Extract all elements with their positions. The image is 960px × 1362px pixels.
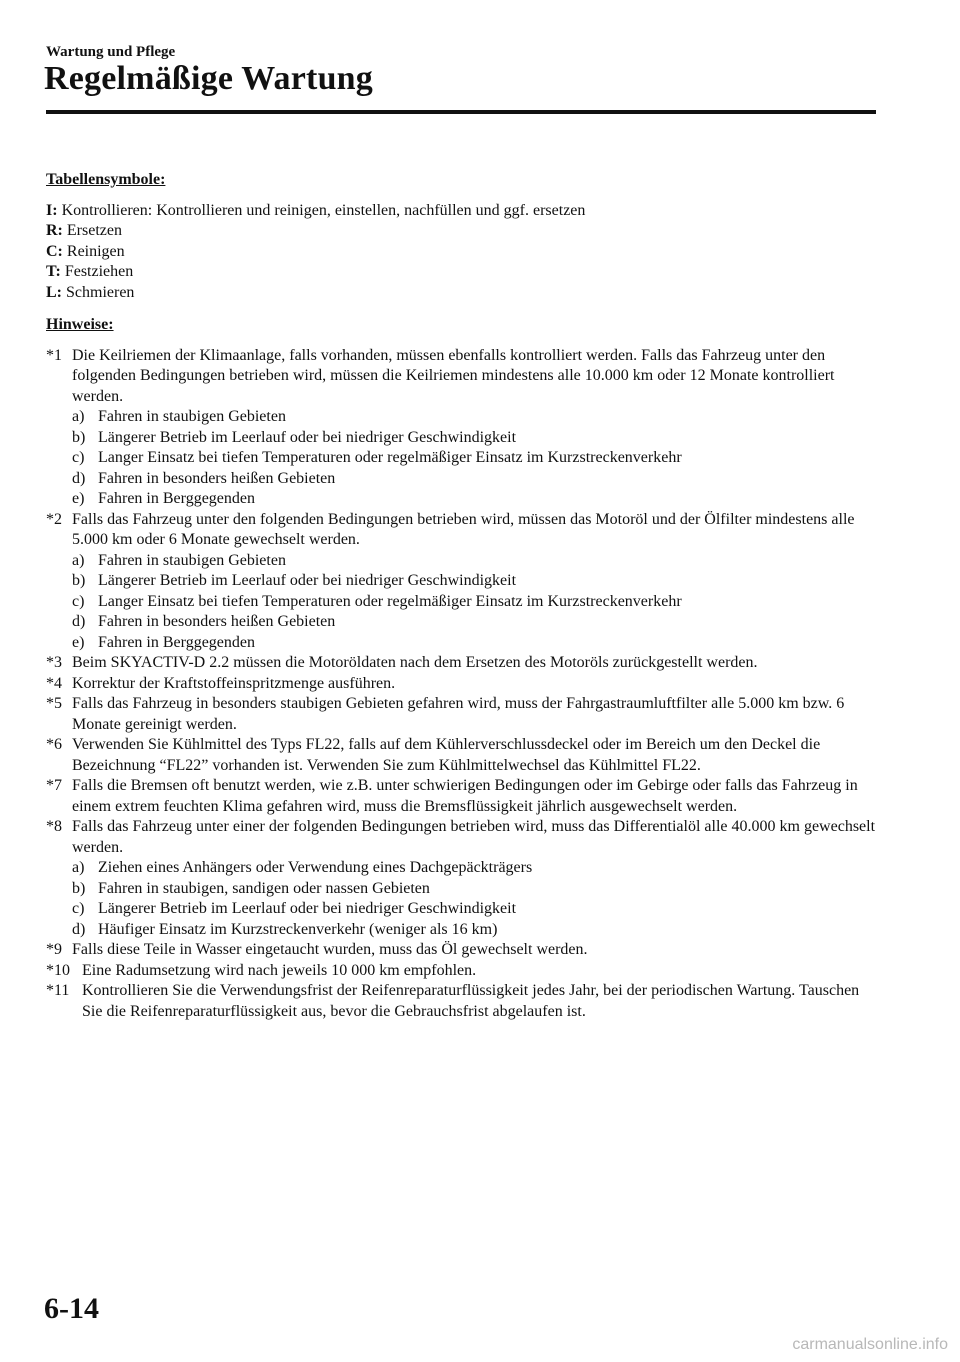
note-text: Beim SKYACTIV-D 2.2 müssen die Motoröldaten nach dem Ersetzen des Motoröls zurückgestellt werden. [72, 654, 758, 671]
note-item [46, 653, 876, 674]
sub-letter: e) [72, 490, 85, 507]
sub-text: Häufiger Einsatz im Kurzstreckenverkehr (weniger als 16 km) [98, 920, 498, 938]
note-sub-item [72, 592, 876, 613]
note-text: Eine Radumsetzung wird nach jeweils 10 000 km empfohlen. [82, 961, 477, 979]
note-item [46, 940, 876, 961]
sub-text: Langer Einsatz bei tiefen Temperaturen oder regelmäßiger Einsatz im Kurzstreckenverkehr [98, 449, 682, 466]
sub-text: Längerer Betrieb im Leerlauf oder bei niedriger Geschwindigkeit [98, 572, 517, 589]
sub-text: Fahren in Berggegenden [98, 633, 255, 651]
sub-letter: d) [72, 920, 86, 938]
sub-text: Längerer Betrieb im Leerlauf oder bei niedriger Geschwindigkeit [98, 428, 517, 446]
note-sub-list [72, 551, 876, 654]
note-item [46, 694, 876, 735]
note-number: *11 [46, 982, 70, 999]
sub-letter: a) [72, 551, 85, 569]
symbol-key: T: [46, 263, 61, 280]
note-sub-item [72, 633, 876, 654]
note-number: *3 [46, 654, 62, 671]
sub-text: Fahren in besonders heißen Gebieten [98, 469, 336, 487]
note-number: *1 [46, 346, 62, 364]
note-sub-item [72, 489, 876, 510]
note-sub-item [72, 920, 876, 941]
note-sub-list [72, 407, 876, 510]
note-text: Falls das Fahrzeug unter den folgenden Bedingungen betrieben wird, müssen das Motoröl und der Ölfilter mindestens alle 5.000 km oder 6 Monate gewechselt werden. [72, 510, 855, 548]
symbol-text: Schmieren [66, 283, 135, 301]
note-number: *5 [46, 695, 62, 712]
note-item [46, 346, 876, 510]
symbol-row [46, 201, 876, 222]
note-item [46, 981, 876, 1022]
note-text: Kontrollieren Sie die Verwendungsfrist der Reifenreparaturflüssigkeit jedes Jahr, bei der periodischen Wartung. Tauschen Sie die Reifenreparaturflüssigkeit aus, bevor die Gebrauchsfrist abgelaufen ist. [82, 982, 860, 1020]
sub-text: Fahren in besonders heißen Gebieten [98, 613, 336, 630]
symbol-text: Reinigen [66, 242, 125, 260]
symbol-text: Ersetzen [66, 222, 122, 239]
note-text: Die Keilriemen der Klimaanlage, falls vorhanden, müssen ebenfalls kontrolliert werden. Falls das Fahrzeug unter den folgenden Bedingungen betrieben wird, müssen die Keilriemen mindestens alle 10.000 km oder 12 Monate kontrolliert werden. [72, 346, 835, 405]
note-sub-item [72, 428, 876, 449]
note-sub-item [72, 469, 876, 490]
sub-letter: b) [72, 428, 86, 446]
symbol-key: I: [46, 201, 58, 219]
symbols-list [46, 201, 876, 304]
sub-text: Fahren in staubigen Gebieten [98, 408, 286, 425]
note-number: *10 [46, 961, 70, 979]
note-number: *2 [46, 510, 62, 528]
note-text: Falls das Fahrzeug in besonders staubigen Gebieten gefahren wird, muss der Fahrgastraumluftfilter alle 5.000 km bzw. 6 Monate gereinigt werden. [72, 695, 845, 733]
sub-letter: d) [72, 469, 86, 487]
sub-letter: c) [72, 592, 85, 610]
note-item [46, 961, 876, 982]
section-label: Wartung und Pflege [46, 44, 176, 60]
sub-letter: b) [72, 572, 86, 589]
sub-text: Fahren in staubigen Gebieten [98, 551, 286, 569]
note-sub-item [72, 448, 876, 469]
sub-letter: a) [72, 859, 85, 876]
title-rule [46, 110, 876, 114]
sub-text: Längerer Betrieb im Leerlauf oder bei niedriger Geschwindigkeit [98, 900, 517, 917]
note-text: Falls die Bremsen oft benutzt werden, wie z.B. unter schwierigen Bedingungen oder im Gebirge oder falls das Fahrzeug in einem extrem feuchten Klima gefahren wird, muss die Bremsflüssigkeit jährlich ausgewechselt werden. [72, 777, 858, 815]
note-number: *9 [46, 941, 62, 958]
symbol-text: Kontrollieren: Kontrollieren und reinigen, einstellen, nachfüllen und ggf. ersetzen [61, 201, 586, 219]
sub-letter: c) [72, 900, 85, 917]
sub-text: Ziehen eines Anhängers oder Verwendung eines Dachgepäckträgers [98, 859, 533, 876]
symbol-text: Festziehen [64, 263, 134, 280]
note-sub-item [72, 879, 876, 900]
content [46, 170, 876, 1022]
note-number: *8 [46, 818, 62, 835]
note-sub-list [72, 858, 876, 940]
page-title: Regelmäßige Wartung [44, 60, 373, 97]
sub-letter: b) [72, 879, 86, 897]
note-sub-item [72, 571, 876, 592]
note-item [46, 674, 876, 695]
symbol-key: C: [46, 242, 63, 260]
notes-heading: Hinweise: [46, 316, 114, 333]
note-number: *7 [46, 777, 62, 794]
sub-letter: c) [72, 449, 85, 466]
note-text: Falls diese Teile in Wasser eingetaucht wurden, muss das Öl gewechselt werden. [72, 941, 588, 958]
note-sub-item [72, 551, 876, 572]
note-item [46, 735, 876, 776]
note-item [46, 776, 876, 817]
symbol-row [46, 262, 876, 283]
watermark[interactable]: carmanualsonline.info [792, 1336, 948, 1353]
symbol-key: R: [46, 222, 63, 239]
symbol-row [46, 242, 876, 263]
note-number: *4 [46, 674, 62, 692]
note-sub-item [72, 899, 876, 920]
page-number: 6-14 [44, 1292, 99, 1325]
sub-text: Langer Einsatz bei tiefen Temperaturen oder regelmäßiger Einsatz im Kurzstreckenverkehr [98, 592, 682, 610]
note-item [46, 510, 876, 654]
note-number: *6 [46, 736, 62, 753]
sub-letter: d) [72, 613, 86, 630]
note-sub-item [72, 858, 876, 879]
symbol-row [46, 221, 876, 242]
sub-text: Fahren in staubigen, sandigen oder nassen Gebieten [98, 879, 430, 897]
note-sub-item [72, 407, 876, 428]
note-item [46, 817, 876, 940]
note-sub-item [72, 612, 876, 633]
symbol-key: L: [46, 283, 62, 301]
note-text: Korrektur der Kraftstoffeinspritzmenge ausführen. [72, 674, 396, 692]
symbols-heading: Tabellensymbole: [46, 171, 166, 188]
note-text: Falls das Fahrzeug unter einer der folgenden Bedingungen betrieben wird, muss das Differentialöl alle 40.000 km gewechselt werden. [72, 818, 876, 856]
sub-letter: e) [72, 633, 85, 651]
symbol-row [46, 283, 876, 304]
sub-text: Fahren in Berggegenden [98, 490, 255, 507]
sub-letter: a) [72, 408, 85, 425]
note-text: Verwenden Sie Kühlmittel des Typs FL22, falls auf dem Kühlerverschlussdeckel oder im Bereich um den Deckel die Bezeichnung “FL22” vorhanden ist. Verwenden Sie zum Kühlmittelwechsel das Kühlmittel FL22. [72, 736, 821, 774]
